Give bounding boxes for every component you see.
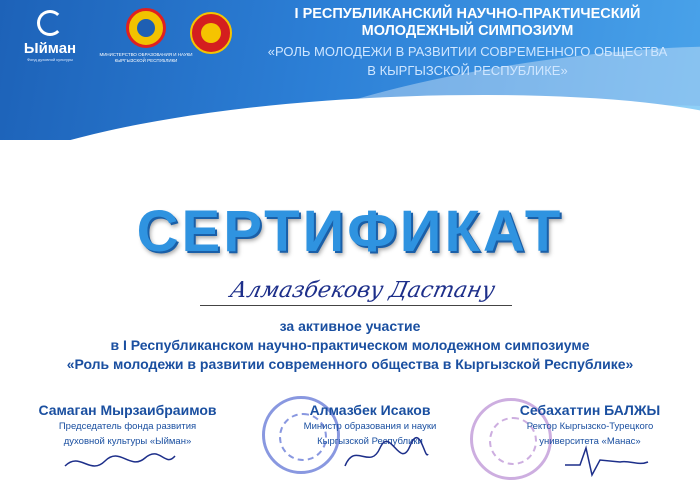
certificate-title: СЕРТИФИКАТ — [136, 199, 564, 264]
award-text — [0, 317, 700, 374]
recipient-underline — [200, 305, 512, 306]
manas-university-logo-icon — [190, 12, 232, 54]
signatory-1 — [20, 402, 235, 448]
ministry-logo — [96, 8, 196, 64]
signatory-1-name: Самаган Мырзаибраимов — [38, 402, 217, 418]
signatory-1-role1: Председатель фонда развития — [58, 421, 197, 432]
signature-2 — [340, 436, 430, 476]
signatory-2-role2: Кыргызской Республики — [317, 436, 423, 447]
ministry-logo-caption: МИНИСТЕРСТВО ОБРАЗОВАНИЯ И НАУКИ КЫРГЫЗСКОЙ РЕСПУБЛИКИ — [99, 52, 193, 63]
yiman-logo — [20, 10, 80, 68]
signatory-3-role2: университета «Манас» — [539, 436, 641, 447]
header-title-line1: I РЕСПУБЛИКАНСКИЙ НАУЧНО-ПРАКТИЧЕСКИЙ — [294, 6, 641, 22]
signatory-3-name: Себахаттин БАЛЖЫ — [519, 402, 661, 418]
signatory-2-name: Алмазбек Исаков — [309, 402, 431, 418]
header-title — [245, 6, 690, 78]
award-line2: в I Республиканском научно-практическом молодежном симпозиуме — [110, 337, 590, 353]
signature-3 — [560, 440, 650, 480]
signatory-3-role1: Ректор Кыргызско-Турецкого — [526, 421, 654, 432]
ministry-emblem-icon — [126, 8, 166, 48]
award-line1: за активное участие — [279, 318, 421, 334]
recipient-name: Алмазбекову Дастану — [227, 278, 498, 303]
header-title-line4: В КЫРГЫЗСКОЙ РЕСПУБЛИКЕ» — [367, 63, 568, 78]
header-title-line2: МОЛОДЕЖНЫЙ СИМПОЗИУМ — [361, 23, 574, 39]
signatory-2-role1: Министр образования и науки — [303, 421, 437, 432]
signature-1 — [60, 446, 180, 480]
award-line3: «Роль молодежи в развитии современного общества в Кыргызской Республике» — [66, 356, 634, 372]
signatory-1-role2: духовной культуры «Ыйман» — [63, 436, 192, 447]
yiman-logo-name: Ыйман — [23, 40, 77, 57]
yiman-logo-subtitle: Фонд духовной культуры — [26, 57, 74, 62]
header-title-line3: «РОЛЬ МОЛОДЕЖИ В РАЗВИТИИ СОВРЕМЕННОГО ОБЩЕСТВА — [267, 44, 668, 59]
yiman-logo-icon — [37, 10, 63, 36]
